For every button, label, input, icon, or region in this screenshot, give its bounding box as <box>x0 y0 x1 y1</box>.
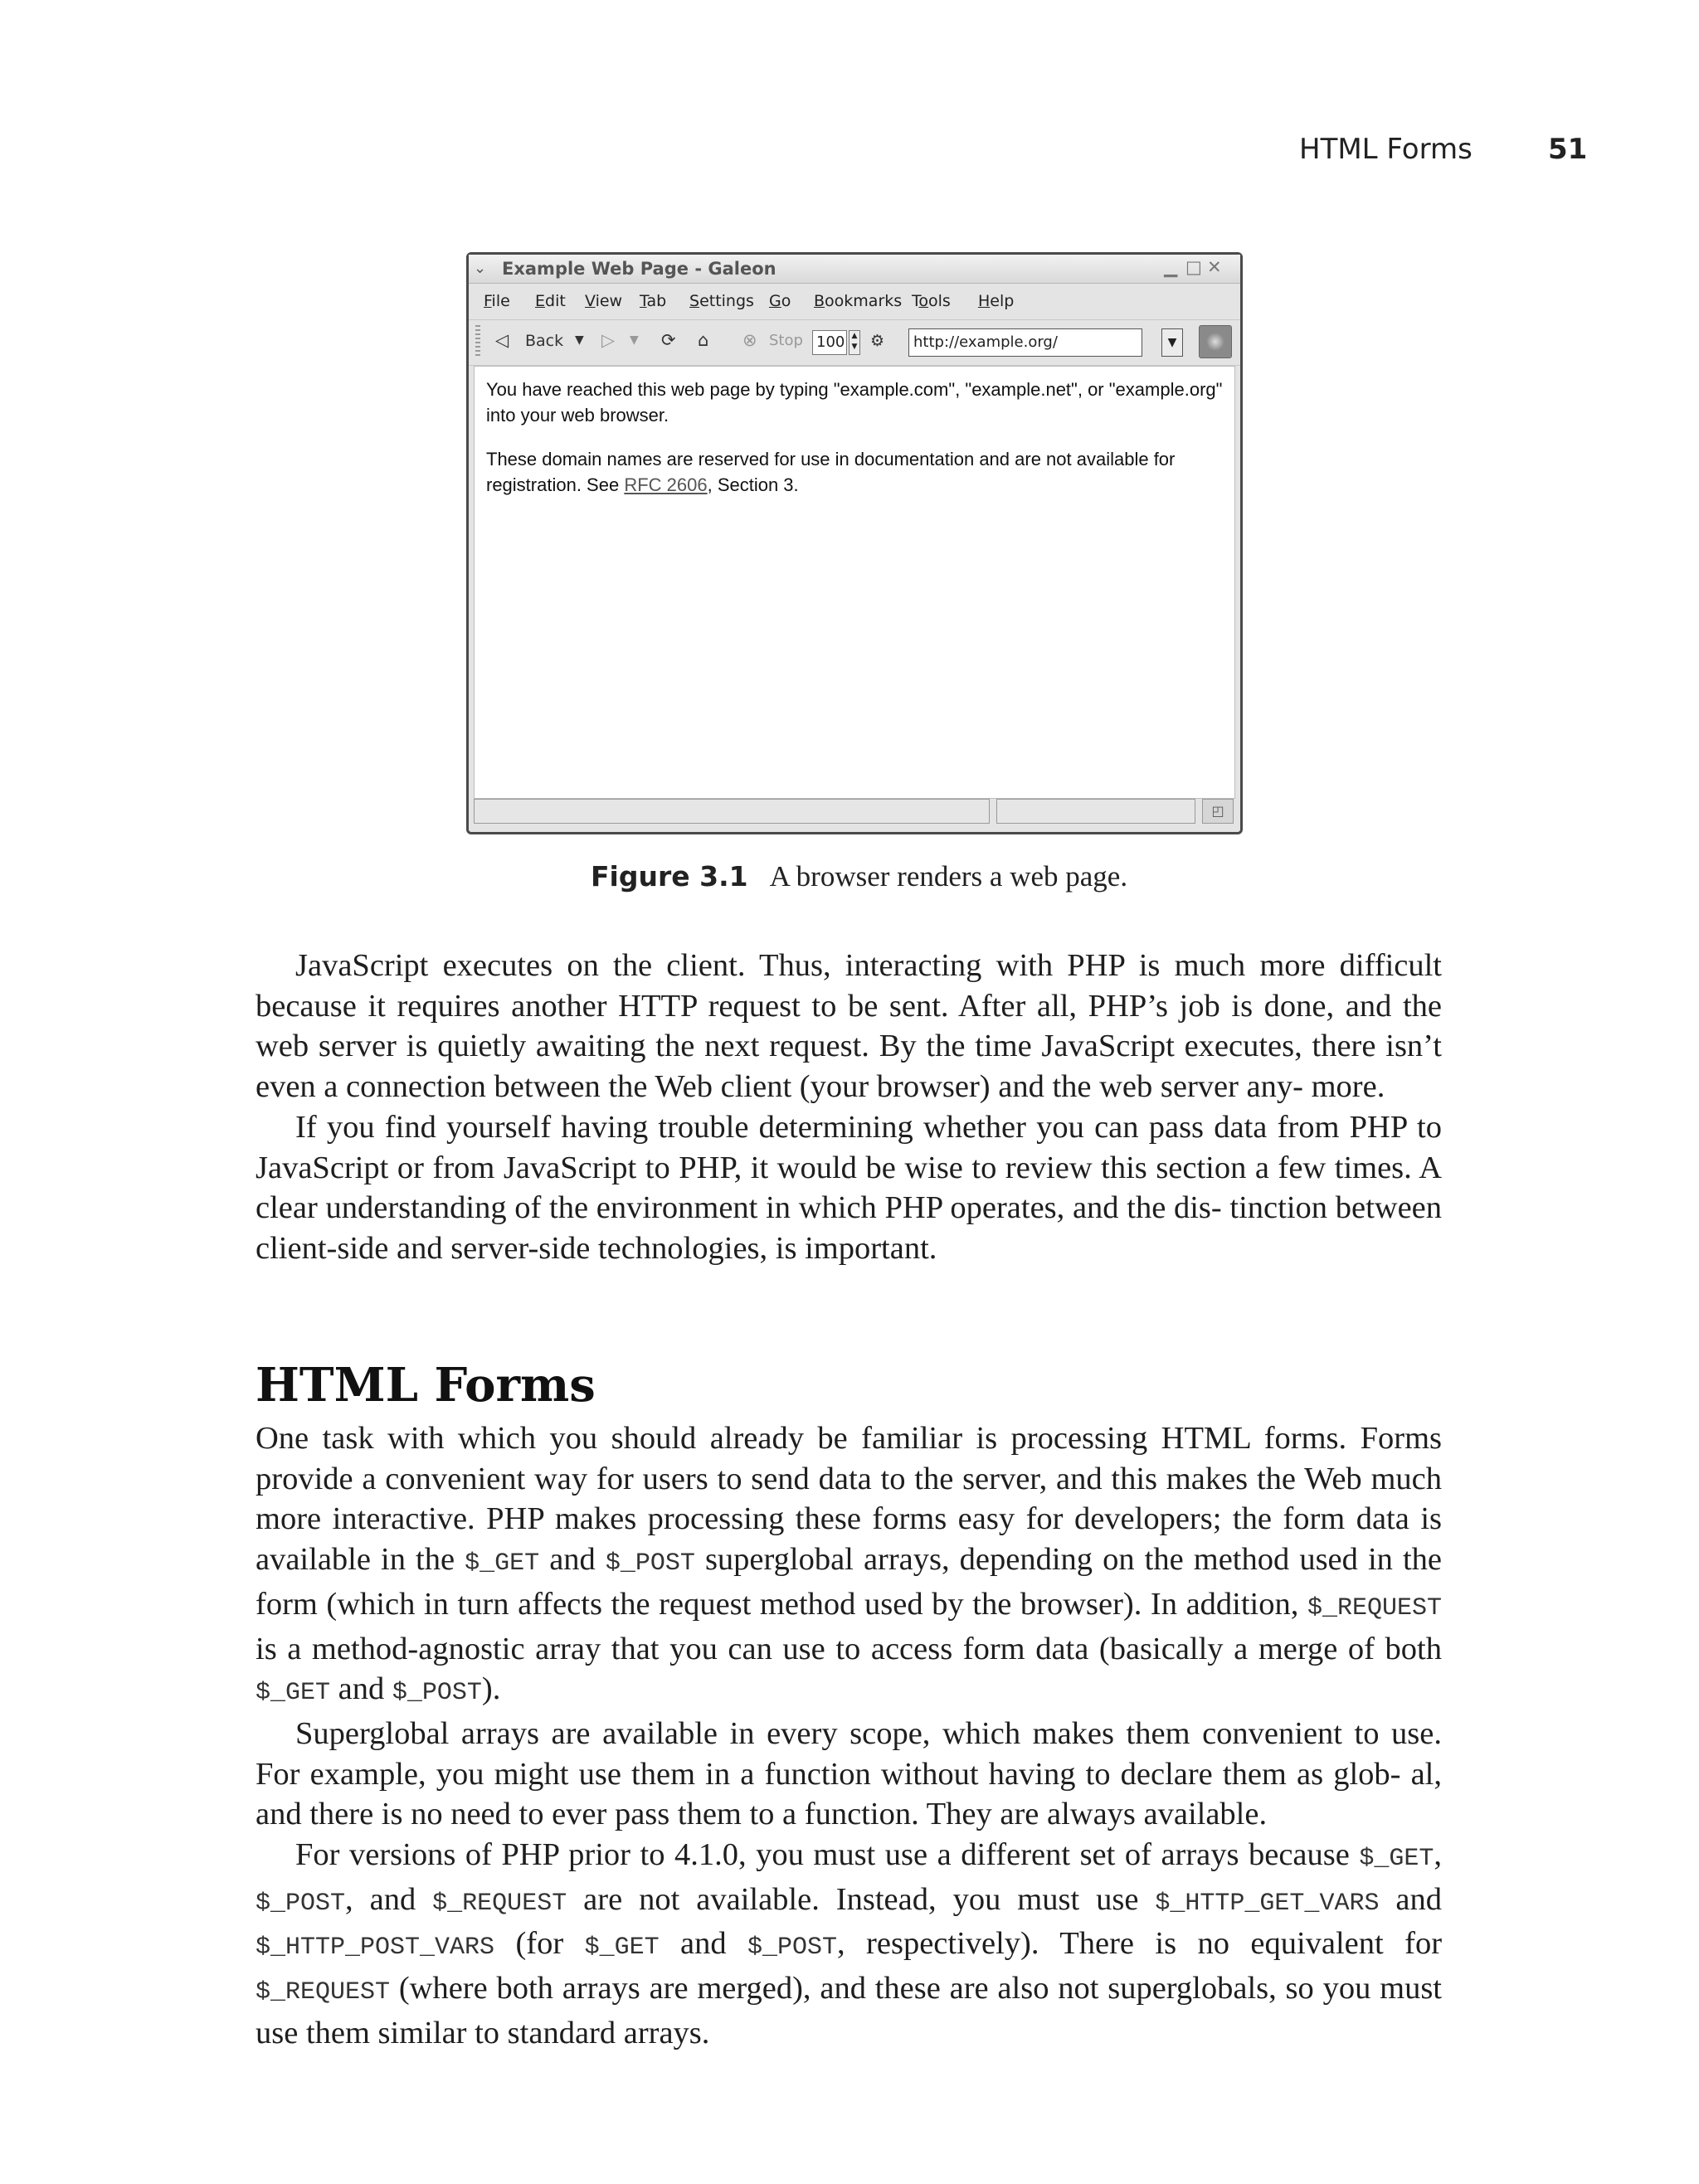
figure-caption <box>591 860 1127 893</box>
body-text-forms <box>256 1418 1442 2054</box>
url-field: http://example.org/ <box>908 328 1142 357</box>
menu-tools: Tools <box>912 292 951 310</box>
paragraph-superglobals: Superglobal arrays are available in every scope, which makes them convenient to use. For example, you might use them in a function without having to declare them as glob- al, and there is no need to ever pass them to a function. They are always available. <box>256 1715 1442 1832</box>
menu-help: Help <box>978 292 1015 310</box>
menu-tab: Tab <box>640 292 667 310</box>
window-menu-icon: ⌄ <box>474 260 487 277</box>
running-header-title: HTML Forms <box>1299 133 1473 166</box>
stop-icon: ⊗ <box>742 330 757 350</box>
back-dropdown-icon: ▼ <box>575 333 584 347</box>
viewport-paragraph-1: You have reached this web page by typing "example.com", "example.net", or "example.org" into your web browser. <box>486 379 1223 426</box>
status-bar <box>474 799 1235 827</box>
body-text-top <box>256 946 1442 1269</box>
browser-window-figure <box>466 252 1243 834</box>
menu-go: Go <box>769 292 791 310</box>
menu-file: File <box>484 292 510 310</box>
menu-settings: Settings <box>689 292 754 310</box>
window-title: Example Web Page - Galeon <box>502 259 776 279</box>
caption-text: A browser renders a web page. <box>769 860 1128 893</box>
minimize-icon: ▁ <box>1164 257 1178 277</box>
back-label: Back <box>525 332 564 350</box>
status-panel-main <box>474 799 990 824</box>
zoom-spinner-icon: ▲ ▼ <box>849 330 860 355</box>
paragraph-trouble: If you find yourself having trouble determining whether you can pass data from PHP to JavaScript or from JavaScript to PHP, it would be wise to review this section a few times. A clear understanding of the environment in which PHP operates, and the dis- tinction between client-side and server-side technologies, is important. <box>256 1109 1442 1266</box>
paragraph-forms-intro: One task with which you should already be familiar is processing HTML forms. Forms provide a convenient way for users to send data to the server, and this makes the Web much more interactive. PHP makes processing these forms easy for developers; the form data is available in the $_GET and $_POST superglobal arrays, depending on the method used in the form (which in turn affects the request method used by the browser). In addition, $_REQUEST is a method-agnostic array that you can use to access form data (basically a merge of both $_GET and $_POST). <box>256 1421 1442 1708</box>
viewport-paragraph-2: These domain names are reserved for use in documentation and are not available for registration. See RFC 2606, Section 3. <box>486 449 1176 495</box>
toolbar-grip <box>475 325 480 358</box>
browser-toolbar <box>469 319 1240 366</box>
browser-viewport <box>474 366 1235 799</box>
security-lock-icon: ⚙ <box>870 332 885 350</box>
resize-grip-icon: ◰ <box>1202 799 1234 824</box>
close-icon: ✕ <box>1207 257 1222 277</box>
rfc-link: RFC 2606 <box>624 474 708 495</box>
url-dropdown-icon: ▼ <box>1161 328 1183 357</box>
section-heading: HTML Forms <box>256 1358 596 1413</box>
menu-edit: Edit <box>535 292 566 310</box>
paragraph-javascript: JavaScript executes on the client. Thus, interacting with PHP is much more difficult because it requires another HTTP request to be sent. After all, PHP’s job is done, and the web server is quietly awaiting the next request. By the time JavaScript executes, there isn’t even a connection between the Web client (your browser) and the web server any- more. <box>256 948 1442 1105</box>
page-number: 51 <box>1548 133 1588 166</box>
home-icon: ⌂ <box>698 330 709 350</box>
status-panel-progress <box>996 799 1195 824</box>
reload-icon: ⟳ <box>661 330 676 350</box>
menu-bar <box>469 284 1240 319</box>
zoom-field: 100 <box>812 330 847 355</box>
back-arrow-icon: ◁ <box>495 330 509 350</box>
menu-view: View <box>585 292 623 310</box>
forward-dropdown-icon: ▼ <box>630 333 639 347</box>
throbber-icon <box>1199 325 1232 358</box>
figure-label: Figure 3.1 <box>591 860 748 893</box>
paragraph-old-versions: For versions of PHP prior to 4.1.0, you must use a different set of arrays because $_GET, $_POST, and $_REQUEST are not available. Instead, you must use $_HTTP_GET_VARS and $_HTTP_POST_VARS (for $_GET and $_POST, respectively). There is no equivalent for $_REQUEST (where both arrays are merged), and these are also not superglobals, so you must use them similar to standard arrays. <box>256 1837 1443 2050</box>
forward-arrow-icon: ▷ <box>601 330 616 350</box>
stop-label: Stop <box>769 332 803 349</box>
maximize-icon: □ <box>1185 257 1202 277</box>
window-titlebar <box>469 255 1240 284</box>
menu-bookmarks: Bookmarks <box>814 292 903 310</box>
